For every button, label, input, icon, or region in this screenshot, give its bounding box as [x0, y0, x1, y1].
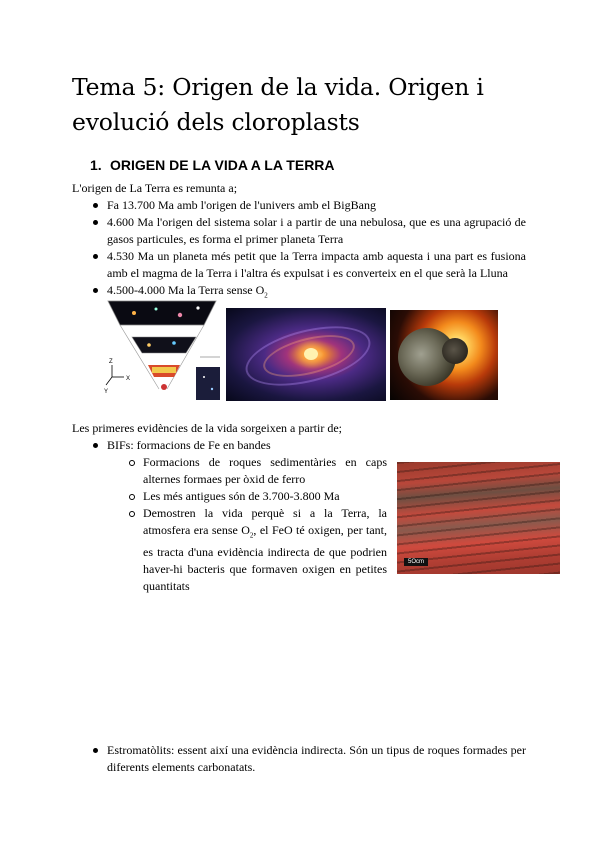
- list-item: Formacions de roques sedimentàries en caps alternes formaes per òxid de ferro: [126, 454, 387, 488]
- evidence-list: [90, 437, 390, 454]
- section-heading: [90, 157, 335, 173]
- protostar: [304, 348, 318, 360]
- list-item: BIFs: formacions de Fe en bandes: [90, 437, 390, 454]
- list-item: 4.530 Ma un planeta més petit que la Terra impacta amb aquesta i una part es fusiona amb el magma de la Terra i l'altra és expulsat i es converteix en el que serà la Lluna: [90, 248, 526, 282]
- scale-bar: 5Ocm: [404, 558, 428, 566]
- solar-nebula-image: [226, 308, 386, 401]
- bullet-text: 4.500-4.000 Ma la Terra sense O: [107, 283, 265, 297]
- list-item: Les més antigues són de 3.700-3.800 Ma: [126, 488, 387, 505]
- cone-axis-z: Z: [109, 359, 113, 365]
- origin-timeline-list: [90, 197, 526, 304]
- evidence-intro: Les primeres evidències de la vida sorgeixen a partir de;: [72, 421, 343, 435]
- bifs-rock-image: [397, 462, 560, 574]
- stromatolites-list: [90, 742, 526, 776]
- cone-axis-y: Y: [104, 389, 109, 395]
- page-title: Tema 5: Origen de la vida. Origen i evolució dels cloroplasts: [72, 73, 484, 136]
- impactor: [442, 338, 468, 364]
- list-item: Fa 13.700 Ma amb l'origen de l'univers amb el BigBang: [90, 197, 526, 214]
- bifs-sublist: [126, 454, 387, 595]
- list-item: Estromatòlits: essent així una evidència indirecta. Són un tipus de roques formades per diferents elements carbonatats.: [90, 742, 526, 776]
- list-item: 4.600 Ma l'origen del sistema solar i a partir de una nebulosa, que es una agrupació de gasos particules, es forma el primer planeta Terra: [90, 214, 526, 248]
- section-title: ORIGEN DE LA VIDA A LA TERRA: [110, 157, 335, 173]
- subscript: 2: [249, 531, 254, 540]
- moon-impact-image: [390, 310, 498, 400]
- sub-text-a: Demostren la vida perquè si a la Terra, la atmosfera era sense O: [143, 506, 387, 537]
- universe-expansion-image: [104, 297, 222, 403]
- cone-axis-x: X: [126, 376, 131, 382]
- section-number: 1.: [90, 157, 102, 173]
- list-item: [126, 505, 387, 595]
- subscript: 2: [264, 291, 268, 300]
- sub-text-b: , el FeO té oxigen, per tant, es tracta d'una evidència indirecta de que podrien haver-hi bacteris que formaven oxigen en petites quantitats: [143, 523, 387, 594]
- origin-intro: L'origen de La Terra es remunta a;: [72, 181, 238, 195]
